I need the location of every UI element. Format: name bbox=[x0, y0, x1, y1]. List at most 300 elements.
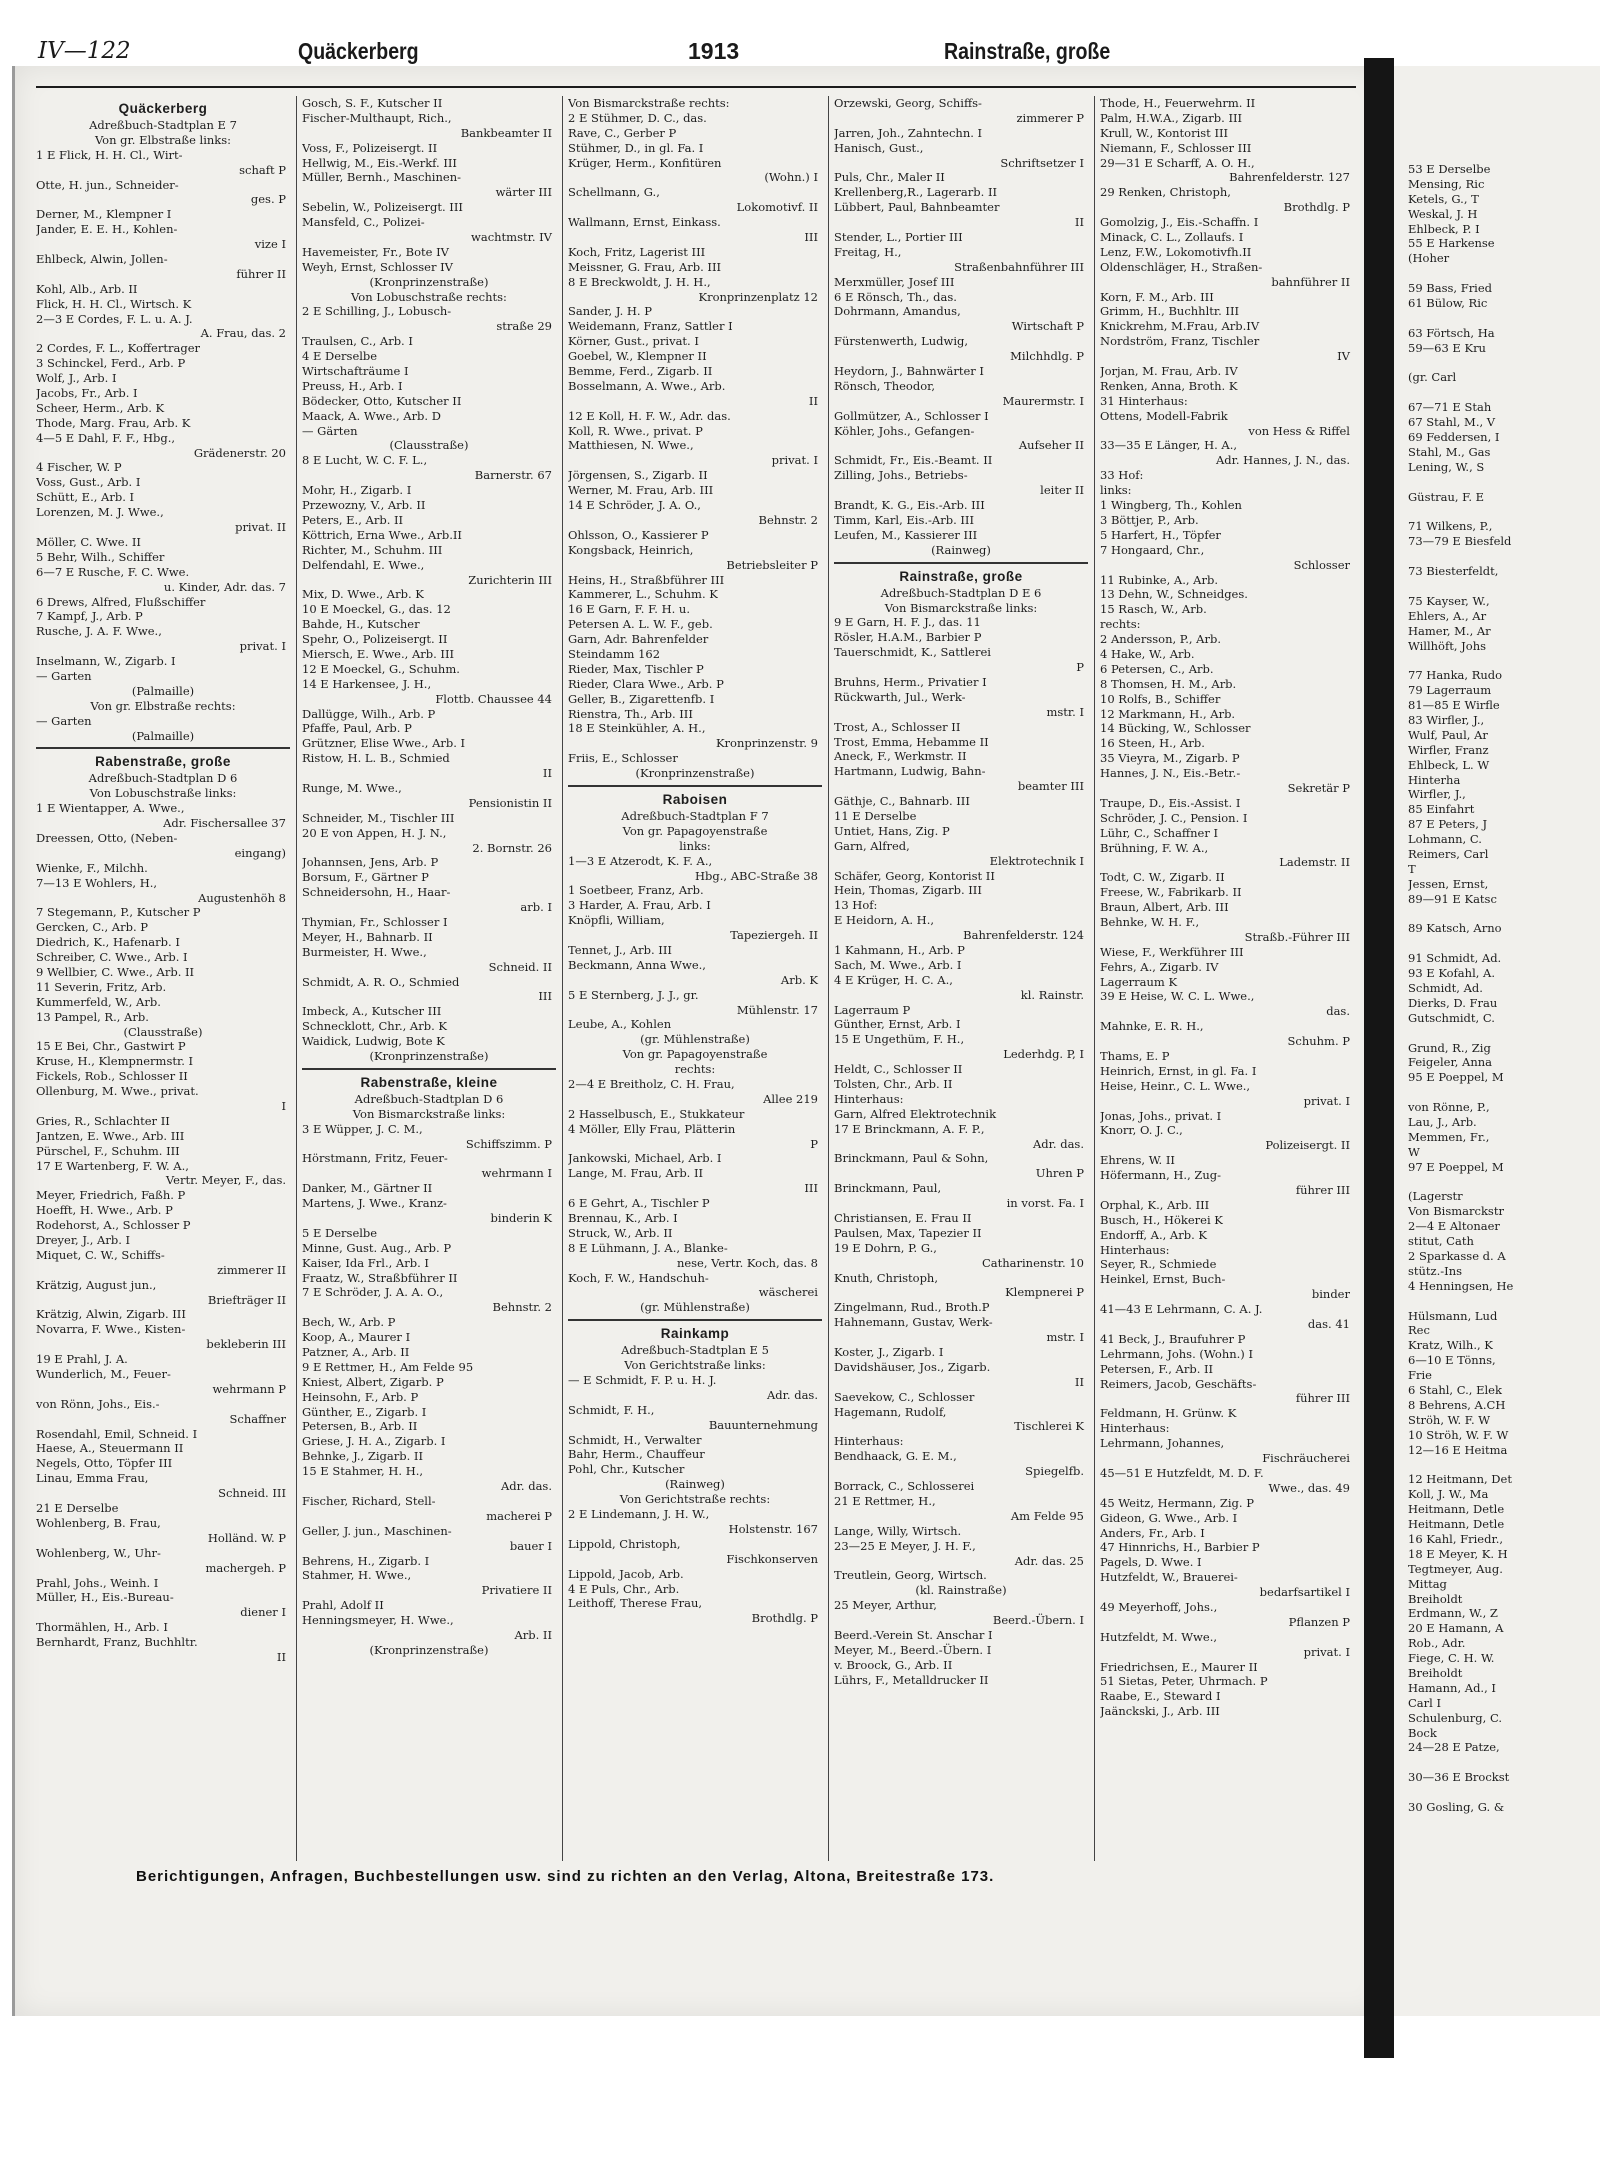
directory-entry: Kammerer, L., Schuhm. K bbox=[568, 587, 718, 602]
next-page-column bbox=[1408, 162, 1598, 1815]
entry-continuation: Adr. das. bbox=[1033, 1136, 1084, 1151]
section-note: Adreßbuch-Stadtplan E 7 bbox=[89, 118, 237, 132]
directory-entry: Waidick, Ludwig, Bote K bbox=[302, 1034, 445, 1049]
directory-entry: Behrens, H., Zigarb. I bbox=[302, 1553, 430, 1568]
entry-continuation: II bbox=[542, 766, 552, 781]
next-page-entry: Hinterha bbox=[1408, 772, 1461, 787]
directory-entry: 14 E Schröder, J. A. O., bbox=[568, 498, 701, 513]
directory-entry: Schmidt, A. R. O., Schmied bbox=[302, 974, 460, 989]
directory-entry: Sach, M. Wwe., Arb. I bbox=[834, 957, 962, 972]
directory-entry: Mansfeld, C., Polizei- bbox=[302, 215, 425, 230]
entry-continuation: bahnführer II bbox=[1271, 274, 1350, 289]
street-heading: Rainstraße, große bbox=[899, 568, 1023, 584]
directory-entry: Spehr, O., Polizeisergt. II bbox=[302, 632, 448, 647]
entry-continuation: III bbox=[804, 1181, 818, 1196]
directory-entry: Ollenburg, M. Wwe., privat. bbox=[36, 1084, 199, 1099]
next-page-entry: 55 E Harkense bbox=[1408, 236, 1495, 251]
next-page-entry: Hamer, M., Ar bbox=[1408, 623, 1491, 638]
directory-entry: Ristow, H. L. B., Schmied bbox=[302, 751, 450, 766]
section-note: Von Gerichtstraße links: bbox=[624, 1358, 766, 1373]
section-note: Adreßbuch-Stadtplan D 6 bbox=[88, 771, 238, 786]
directory-entry: Schäfer, Georg, Kontorist II bbox=[834, 868, 995, 883]
next-page-entry: 59—63 E Kru bbox=[1408, 340, 1486, 355]
directory-entry: Lippold, Christoph, bbox=[568, 1536, 681, 1551]
next-page-entry: 89—91 E Katsc bbox=[1408, 891, 1497, 906]
next-page-entry: 12 Heitmann, Det bbox=[1408, 1472, 1512, 1487]
directory-entry: 1—3 E Atzerodt, K. F. A., bbox=[568, 853, 713, 868]
directory-entry: Gries, R., Schlachter II bbox=[36, 1113, 170, 1128]
directory-entry: Hannes, J. N., Eis.-Betr.- bbox=[1100, 766, 1241, 781]
next-page-entry bbox=[1408, 549, 1598, 564]
directory-entry: Ehlbeck, Alwin, Jollen- bbox=[36, 252, 168, 267]
directory-entry: 25 Meyer, Arthur, bbox=[834, 1598, 937, 1613]
directory-entry: 3 Harder, A. Frau, Arb. I bbox=[568, 898, 711, 913]
directory-entry: Koch, F. W., Handschuh- bbox=[568, 1270, 709, 1285]
directory-entry: Wunderlich, M., Feuer- bbox=[36, 1367, 171, 1382]
entry-continuation: II bbox=[1074, 1374, 1084, 1389]
entry-continuation: Bahrenfelderstr. 124 bbox=[963, 928, 1084, 943]
directory-entry: Geller, B., Zigarettenfb. I bbox=[568, 691, 715, 706]
directory-entry: Möller, C. Wwe. II bbox=[36, 534, 141, 549]
directory-entry: Meyer, M., Beerd.-Übern. I bbox=[834, 1642, 992, 1657]
directory-entry: Kummerfeld, W., Arb. bbox=[36, 994, 161, 1009]
directory-entry: Korn, F. M., Arb. III bbox=[1100, 289, 1214, 304]
left-street-heading: Quäckerberg bbox=[298, 38, 419, 64]
next-page-entry: Stahl, M., Gas bbox=[1408, 444, 1491, 459]
directory-entry: Bahde, H., Kutscher bbox=[302, 617, 420, 632]
directory-entry: v. Broock, G., Arb. II bbox=[834, 1657, 953, 1672]
entry-continuation: führer III bbox=[1295, 1183, 1350, 1198]
directory-entry: Puls, Chr., Maler II bbox=[834, 170, 945, 185]
directory-entry: Garn, Alfred Elektrotechnik bbox=[834, 1106, 997, 1121]
next-page-entry bbox=[1408, 1755, 1598, 1770]
directory-entry: Bruhns, Herm., Privatier I bbox=[834, 674, 987, 689]
entry-continuation: III bbox=[804, 230, 818, 245]
directory-entry: Schmidt, H., Verwalter bbox=[568, 1432, 702, 1447]
entry-continuation: Schaffner bbox=[229, 1411, 286, 1426]
directory-entry: 9 E Garn, H. F. J., das. 11 bbox=[834, 615, 981, 630]
street-heading: Rainkamp bbox=[660, 1326, 730, 1342]
directory-entry: Todt, C. W., Zigarb. II bbox=[1100, 870, 1225, 885]
directory-entry: Pürschel, F., Schuhm. III bbox=[36, 1143, 180, 1158]
directory-entry: 20 E von Appen, H. J. N., bbox=[302, 825, 447, 840]
directory-entry: Zingelmann, Rud., Broth.P bbox=[834, 1300, 990, 1315]
entry-continuation: III bbox=[538, 989, 552, 1004]
directory-entry: Jacobs, Fr., Arb. I bbox=[36, 386, 138, 401]
directory-entry: Grimm, H., Buchhltr. III bbox=[1100, 304, 1240, 319]
directory-entry: 10 E Moeckel, G., das. 12 bbox=[302, 602, 451, 617]
entry-continuation: arb. I bbox=[520, 900, 552, 915]
directory-entry: Ottens, Modell-Fabrik bbox=[1100, 408, 1228, 423]
entry-continuation: leiter II bbox=[1040, 483, 1084, 498]
directory-entry: Leube, A., Kohlen bbox=[568, 1017, 672, 1032]
cross-street: (Palmaille) bbox=[131, 728, 195, 743]
directory-entry: 18 E Steinkühler, A. H., bbox=[568, 721, 706, 736]
directory-entry: 33—35 E Länger, H. A., bbox=[1100, 438, 1238, 453]
directory-entry: Höfermann, H., Zug- bbox=[1100, 1168, 1222, 1183]
directory-entry: — Garten bbox=[36, 668, 92, 683]
next-page-entry: 67 Stahl, M., V bbox=[1408, 415, 1496, 430]
directory-entry: Heldt, C., Schlosser II bbox=[834, 1062, 963, 1077]
directory-entry: Gomolzig, J., Eis.-Schaffn. I bbox=[1100, 215, 1259, 230]
entry-continuation: 2. Bornstr. 26 bbox=[472, 840, 552, 855]
next-page-entry: 73—79 E Biesfeld bbox=[1408, 534, 1512, 549]
directory-entry: 17 E Brinckmann, A. F. P., bbox=[834, 1121, 985, 1136]
next-page-entry: T bbox=[1408, 861, 1416, 876]
entry-continuation: Betriebsleiter P bbox=[726, 557, 818, 572]
directory-entry: Minack, C. L., Zollaufs. I bbox=[1100, 230, 1244, 245]
entry-continuation: Behnstr. 2 bbox=[758, 512, 818, 527]
directory-entry: Delfendahl, E. Wwe., bbox=[302, 557, 425, 572]
directory-entry: Bernhardt, Franz, Buchhltr. bbox=[36, 1635, 198, 1650]
entry-continuation: privat. I bbox=[1303, 1644, 1350, 1659]
next-page-entry: Lohmann, C. bbox=[1408, 832, 1482, 847]
section-rule bbox=[834, 562, 1088, 564]
directory-entry: Petersen, F., Arb. II bbox=[1100, 1361, 1214, 1376]
directory-entry: 8 Thomsen, H. M., Arb. bbox=[1100, 676, 1237, 691]
next-page-entry: Ehlbeck, P. I bbox=[1408, 221, 1480, 236]
directory-entry: Schütt, E., Arb. I bbox=[36, 490, 135, 505]
cross-street: (Kronprinzenstraße) bbox=[369, 274, 489, 289]
next-page-entry: Reimers, Carl bbox=[1408, 846, 1489, 861]
right-street-heading: Rainstraße, große bbox=[944, 38, 1111, 64]
directory-entry: 12 E Moeckel, G., Schuhm. bbox=[302, 661, 460, 676]
next-page-entry: 97 E Poeppel, M bbox=[1408, 1159, 1504, 1174]
directory-entry: Tennet, J., Arb. III bbox=[568, 942, 672, 957]
directory-entry: Pohl, Chr., Kutscher bbox=[568, 1462, 685, 1477]
directory-entry: Lorenzen, M. J. Wwe., bbox=[36, 505, 164, 520]
entry-continuation: Bauunternehmung bbox=[708, 1417, 818, 1432]
entry-continuation: Holländ. W. P bbox=[207, 1530, 286, 1545]
entry-continuation: beamter III bbox=[1017, 779, 1084, 794]
directory-entry: Rave, C., Gerber P bbox=[568, 125, 677, 140]
directory-entry: Palm, H.W.A., Zigarb. III bbox=[1100, 110, 1243, 125]
entry-continuation: Holstenstr. 167 bbox=[728, 1521, 818, 1536]
next-page-entry bbox=[1408, 475, 1598, 490]
directory-entry: Steindamm 162 bbox=[568, 646, 661, 661]
next-page-entry: Schmidt, Ad. bbox=[1408, 980, 1483, 995]
next-page-entry: 69 Feddersen, I bbox=[1408, 430, 1500, 445]
next-page-entry bbox=[1408, 1294, 1598, 1309]
entry-continuation: Zurichterin III bbox=[468, 572, 552, 587]
next-page-entry: Jessen, Ernst, bbox=[1408, 876, 1489, 891]
directory-column-2 bbox=[302, 96, 556, 1856]
section-rule bbox=[568, 1319, 822, 1321]
next-page-entry: Hülsmann, Lud bbox=[1408, 1308, 1498, 1323]
cross-street: (Kronprinzenstraße) bbox=[369, 1642, 489, 1657]
next-page-entry: Weskal, J. H bbox=[1408, 206, 1478, 221]
next-page-entry: 24—28 E Patze, bbox=[1408, 1740, 1500, 1755]
directory-entry: Gäthje, C., Bahnarb. III bbox=[834, 794, 970, 809]
directory-entry: Burmeister, H. Wwe., bbox=[302, 944, 427, 959]
next-page-entry bbox=[1408, 356, 1598, 371]
section-rule bbox=[302, 1068, 556, 1070]
header-rule bbox=[36, 86, 1356, 88]
entry-continuation: Adr. das. bbox=[501, 1479, 552, 1494]
next-page-entry: Mittag bbox=[1408, 1576, 1447, 1591]
next-page-entry: 16 Kahl, Friedr., bbox=[1408, 1531, 1503, 1546]
column-divider bbox=[1094, 96, 1095, 1861]
section-rule bbox=[36, 747, 290, 749]
directory-entry: 47 Hinnrichs, H., Barbier P bbox=[1100, 1540, 1260, 1555]
directory-entry: Jantzen, E. Wwe., Arb. III bbox=[36, 1128, 185, 1143]
entry-continuation: Elektrotechnik I bbox=[989, 853, 1084, 868]
entry-continuation: Milchhdlg. P bbox=[1010, 349, 1084, 364]
next-page-entry: Ehlers, A., Ar bbox=[1408, 608, 1487, 623]
directory-entry: 4 E Krüger, H. C. A., bbox=[834, 972, 953, 987]
directory-entry: 7—13 E Wohlers, H., bbox=[36, 875, 158, 890]
book-spine bbox=[1364, 58, 1394, 2058]
next-page-entry: 93 E Kofahl, A. bbox=[1408, 966, 1496, 981]
directory-entry: 7 Stegemann, P., Kutscher P bbox=[36, 905, 201, 920]
directory-entry: 1 E Wientapper, A. Wwe., bbox=[36, 801, 185, 816]
entry-continuation: Fischkonserven bbox=[726, 1551, 818, 1566]
directory-entry: 14 Bücking, W., Schlosser bbox=[1100, 721, 1251, 736]
next-page-entry: 75 Kayser, W., bbox=[1408, 593, 1490, 608]
entry-continuation: Grädenerstr. 20 bbox=[193, 445, 286, 460]
directory-entry: Voss, F., Polizeisergt. II bbox=[302, 140, 438, 155]
directory-entry: 11 Severin, Fritz, Arb. bbox=[36, 979, 167, 994]
street-heading: Rabenstraße, kleine bbox=[360, 1074, 498, 1090]
directory-entry: Haese, A., Steuermann II bbox=[36, 1441, 184, 1456]
directory-entry: Orzewski, Georg, Schiffs- bbox=[834, 96, 982, 110]
section-note: rechts: bbox=[674, 1062, 716, 1077]
directory-entry: 15 E Ungethüm, F. H., bbox=[834, 1032, 965, 1047]
next-page-entry: 6 Stahl, C., Elek bbox=[1408, 1383, 1502, 1398]
cross-street: (Kronprinzenstraße) bbox=[635, 766, 755, 781]
directory-entry: Hellwig, M., Eis.-Werkf. III bbox=[302, 155, 457, 170]
directory-entry: 4 E Puls, Chr., Arb. bbox=[568, 1581, 680, 1596]
entry-continuation: Augustenhöh 8 bbox=[198, 890, 286, 905]
directory-entry: 45 Weitz, Hermann, Zig. P bbox=[1100, 1495, 1254, 1510]
directory-entry: Hartmann, Ludwig, Bahn- bbox=[834, 764, 986, 779]
directory-entry: Trost, Emma, Hebamme II bbox=[834, 734, 989, 749]
directory-entry: 45—51 E Hutzfeldt, M. D. F. bbox=[1100, 1465, 1264, 1480]
directory-column-3 bbox=[568, 96, 822, 1856]
directory-entry: Mahnke, E. R. H., bbox=[1100, 1019, 1204, 1034]
entry-continuation: macherei P bbox=[486, 1508, 552, 1523]
entry-continuation: Schlosser bbox=[1293, 557, 1350, 572]
directory-entry: 8 E Lucht, W. C. F. L., bbox=[302, 453, 428, 468]
entry-continuation: kl. Rainstr. bbox=[1020, 987, 1084, 1002]
entry-continuation: Lademstr. II bbox=[1279, 855, 1350, 870]
directory-entry: 8 E Lühmann, J. A., Blanke- bbox=[568, 1240, 728, 1255]
directory-entry: Peters, E., Arb. II bbox=[302, 512, 404, 527]
directory-entry: Jorjan, M. Frau, Arb. IV bbox=[1100, 364, 1238, 379]
directory-entry: Bendhaack, G. E. M., bbox=[834, 1449, 957, 1464]
directory-entry: Christiansen, E. Frau II bbox=[834, 1211, 972, 1226]
entry-continuation: Lederhdg. P, I bbox=[1003, 1047, 1084, 1062]
next-page-entry bbox=[1408, 1457, 1598, 1472]
directory-entry: Garn, Adr. Bahrenfelder bbox=[568, 632, 709, 647]
directory-entry: Hahnemann, Gustav, Werk- bbox=[834, 1315, 993, 1330]
directory-entry: Brandt, K. G., Eis.-Arb. III bbox=[834, 498, 985, 513]
directory-entry: 11 E Derselbe bbox=[834, 808, 917, 823]
directory-entry: Friis, E., Schlosser bbox=[568, 751, 678, 766]
directory-entry: Jörgensen, S., Zigarb. II bbox=[568, 468, 708, 483]
directory-entry: Kniest, Albert, Zigarb. P bbox=[302, 1374, 444, 1389]
section-note: Von Bismarckstraße links: bbox=[352, 1106, 506, 1121]
directory-entry: Koll, R. Wwe., privat. P bbox=[568, 423, 703, 438]
entry-continuation: Adr. Hannes, J. N., das. bbox=[1215, 453, 1350, 468]
cross-street: (Clausstraße) bbox=[123, 1024, 203, 1039]
entry-continuation: schaft P bbox=[239, 162, 286, 177]
directory-entry: Hinterhaus: bbox=[1100, 1421, 1170, 1436]
directory-entry: 6 E Gehrt, A., Tischler P bbox=[568, 1196, 710, 1211]
directory-entry: Anders, Fr., Arb. I bbox=[1100, 1525, 1205, 1540]
column-divider bbox=[828, 96, 829, 1861]
entry-continuation: Hbg., ABC-Straße 38 bbox=[694, 868, 818, 883]
directory-entry: Untiet, Hans, Zig. P bbox=[834, 823, 950, 838]
next-page-entry: Lau, J., Arb. bbox=[1408, 1115, 1477, 1129]
directory-entry: Lange, Willy, Wirtsch. bbox=[834, 1523, 962, 1538]
entry-continuation: von Hess & Riffel bbox=[1248, 423, 1350, 438]
directory-entry: 14 E Harkensee, J. H., bbox=[302, 676, 432, 691]
directory-entry: Kruse, H., Klempnermstr. I bbox=[36, 1054, 194, 1069]
directory-entry: Rieder, Max, Tischler P bbox=[568, 661, 704, 676]
next-page-entry: 67—71 E Stah bbox=[1408, 400, 1492, 415]
entry-continuation: Privatiere II bbox=[481, 1583, 552, 1598]
section-note: Von Lobuschstraße rechts: bbox=[351, 289, 507, 304]
section-note: Adreßbuch-Stadtplan D E 6 bbox=[880, 585, 1042, 600]
directory-entry: — Garten bbox=[36, 713, 92, 728]
entry-continuation: IV bbox=[1337, 349, 1350, 364]
directory-entry: Runge, M. Wwe., bbox=[302, 780, 402, 795]
directory-entry: Meyer, H., Bahnarb. II bbox=[302, 929, 433, 944]
directory-entry: Thams, E. P bbox=[1100, 1049, 1170, 1063]
directory-entry: 29—31 E Scharff, A. O. H., bbox=[1100, 155, 1255, 170]
directory-entry: Fürstenwerth, Ludwig, bbox=[834, 334, 969, 349]
directory-entry: Weidemann, Franz, Sattler I bbox=[568, 319, 733, 334]
entry-continuation: privat. II bbox=[235, 520, 286, 535]
directory-entry: 15 E Stahmer, H. H., bbox=[302, 1464, 424, 1479]
directory-entry: Lührs, F., Metalldrucker II bbox=[834, 1672, 989, 1687]
entry-continuation: diener I bbox=[240, 1605, 286, 1620]
next-page-entry: 53 E Derselbe bbox=[1408, 162, 1491, 176]
next-page-entry bbox=[1408, 266, 1598, 281]
directory-entry: 16 E Garn, F. F. H. u. bbox=[568, 602, 690, 617]
next-page-entry bbox=[1408, 907, 1598, 922]
directory-entry: Struck, W., Arb. II bbox=[568, 1225, 673, 1240]
directory-entry: Timm, Karl, Eis.-Arb. III bbox=[834, 512, 975, 527]
directory-entry: 2 Cordes, F. L., Koffertrager bbox=[36, 341, 200, 356]
next-page-entry bbox=[1408, 311, 1598, 326]
directory-entry: Meyer, Friedrich, Faßh. P bbox=[36, 1188, 186, 1203]
entry-continuation: Uhren P bbox=[1035, 1166, 1084, 1181]
next-page-entry: stütz.-Ins bbox=[1408, 1263, 1463, 1278]
directory-entry: 10 Rolfs, B., Schiffer bbox=[1100, 691, 1221, 706]
directory-entry: Griese, J. H. A., Zigarb. I bbox=[302, 1434, 446, 1449]
directory-entry: Ehrens, W. II bbox=[1100, 1153, 1175, 1168]
next-page-entry: 85 Einfahrt bbox=[1408, 802, 1475, 817]
directory-entry: Prahl, Adolf II bbox=[302, 1598, 384, 1613]
directory-entry: Heinrich, Ernst, in gl. Fa. I bbox=[1100, 1063, 1257, 1078]
next-page-entry: Fiege, C. H. W. bbox=[1408, 1651, 1495, 1666]
directory-entry: Otte, H. jun., Schneider- bbox=[36, 177, 179, 192]
section-rule bbox=[568, 785, 822, 787]
directory-entry: Reimers, Jacob, Geschäfts- bbox=[1100, 1376, 1257, 1391]
directory-entry: Ohlsson, O., Kassierer P bbox=[568, 527, 709, 542]
entry-continuation: wehrmann P bbox=[212, 1381, 286, 1396]
directory-entry: 11 Rubinke, A., Arb. bbox=[1100, 572, 1218, 587]
next-page-entry: Memmen, Fr., bbox=[1408, 1129, 1490, 1144]
directory-entry: Jarren, Joh., Zahntechn. I bbox=[834, 125, 983, 140]
directory-entry: Seyer, R., Schmiede bbox=[1100, 1257, 1217, 1272]
directory-entry: Thormählen, H., Arb. I bbox=[36, 1620, 168, 1635]
directory-entry: 9 Wellbier, C. Wwe., Arb. II bbox=[36, 964, 195, 979]
entry-continuation: Allee 219 bbox=[763, 1091, 818, 1106]
next-page-entry: Koll, J. W., Ma bbox=[1408, 1487, 1489, 1502]
next-page-entry: Hamann, Ad., I bbox=[1408, 1680, 1496, 1695]
entry-continuation: P bbox=[1076, 660, 1084, 675]
next-page-entry: Tegtmeyer, Aug. bbox=[1408, 1561, 1503, 1576]
directory-entry: 12 Markmann, H., Arb. bbox=[1100, 706, 1236, 721]
directory-entry: Thode, Marg. Frau, Arb. K bbox=[36, 415, 191, 430]
section-note: Von Gerichtstraße rechts: bbox=[619, 1492, 771, 1507]
directory-entry: Knickrehm, M.Frau, Arb.IV bbox=[1100, 319, 1260, 334]
directory-entry: Petersen, B., Arb. II bbox=[302, 1419, 418, 1434]
directory-entry: 12 E Koll, H. F. W., Adr. das. bbox=[568, 408, 731, 423]
next-page-entry: Frie bbox=[1408, 1368, 1432, 1383]
directory-entry: Richter, M., Schuhm. III bbox=[302, 542, 443, 557]
entry-continuation: Briefträger II bbox=[207, 1292, 286, 1307]
directory-entry: Bödecker, Otto, Kutscher II bbox=[302, 393, 462, 408]
entry-continuation: Arb. K bbox=[780, 972, 818, 987]
directory-entry: Hein, Thomas, Zigarb. III bbox=[834, 883, 982, 898]
directory-entry: Traupe, D., Eis.-Assist. I bbox=[1100, 795, 1241, 810]
directory-entry: Fraatz, W., Straßbführer II bbox=[302, 1270, 458, 1285]
entry-continuation: das. bbox=[1326, 1004, 1350, 1019]
directory-entry: von Rönn, Johs., Eis.- bbox=[36, 1396, 160, 1411]
entry-continuation: Adr. das. 25 bbox=[1014, 1553, 1084, 1568]
directory-entry: Brinckmann, Paul & Sohn, bbox=[834, 1151, 989, 1166]
next-page-entry: Bock bbox=[1408, 1725, 1437, 1740]
entry-continuation: bedarfsartikel I bbox=[1259, 1585, 1350, 1600]
directory-entry: Wallmann, Ernst, Einkass. bbox=[568, 215, 721, 230]
next-page-entry: Wirfler, Franz bbox=[1408, 742, 1489, 757]
directory-entry: 19 E Dohrn, P. G., bbox=[834, 1240, 937, 1255]
directory-entry: Johannsen, Jens, Arb. P bbox=[302, 855, 439, 870]
page-number: IV—122 bbox=[38, 38, 131, 64]
directory-entry: Novarra, F. Wwe., Kisten- bbox=[36, 1322, 186, 1337]
directory-entry: Rosendahl, Emil, Schneid. I bbox=[36, 1426, 198, 1441]
directory-entry: 6 Drews, Alfred, Flußschiffer bbox=[36, 594, 206, 609]
directory-entry: Kohl, Alb., Arb. II bbox=[36, 281, 138, 296]
directory-entry: Knöpfli, William, bbox=[568, 913, 665, 928]
directory-entry: 6—7 E Rusche, F. C. Wwe. bbox=[36, 564, 190, 579]
entry-continuation: machergeh. P bbox=[205, 1560, 286, 1575]
directory-entry: Heydorn, J., Bahnwärter I bbox=[834, 364, 984, 379]
directory-entry: 15 Rasch, W., Arb. bbox=[1100, 602, 1207, 617]
directory-entry: Knuth, Christoph, bbox=[834, 1270, 938, 1285]
directory-entry: Traulsen, C., Arb. I bbox=[302, 334, 413, 349]
next-page-entry: 6—10 E Tönns, bbox=[1408, 1353, 1496, 1368]
directory-entry: Maack, A. Wwe., Arb. D bbox=[302, 408, 441, 423]
directory-entry: 2 Andersson, P., Arb. bbox=[1100, 632, 1221, 647]
directory-entry: Lippold, Jacob, Arb. bbox=[568, 1566, 684, 1581]
directory-entry: Knorr, O. J. C., bbox=[1100, 1123, 1183, 1138]
entry-continuation: Polizeisergt. II bbox=[1265, 1138, 1350, 1153]
next-page-entry: Heitmann, Detle bbox=[1408, 1502, 1505, 1517]
directory-entry: Imbeck, A., Kutscher III bbox=[302, 1004, 442, 1019]
directory-entry: Heise, Heinr., C. L. Wwe., bbox=[1100, 1078, 1251, 1093]
entry-continuation: ges. P bbox=[250, 192, 286, 207]
directory-entry: Brinckmann, Paul, bbox=[834, 1181, 942, 1196]
directory-entry: 8 E Breckwoldt, J. H. H., bbox=[568, 274, 711, 289]
directory-entry: Hanisch, Gust., bbox=[834, 140, 924, 155]
next-page-entry: Güstrau, F. E bbox=[1408, 489, 1485, 504]
directory-entry: Behnke, W. H. F., bbox=[1100, 914, 1200, 929]
